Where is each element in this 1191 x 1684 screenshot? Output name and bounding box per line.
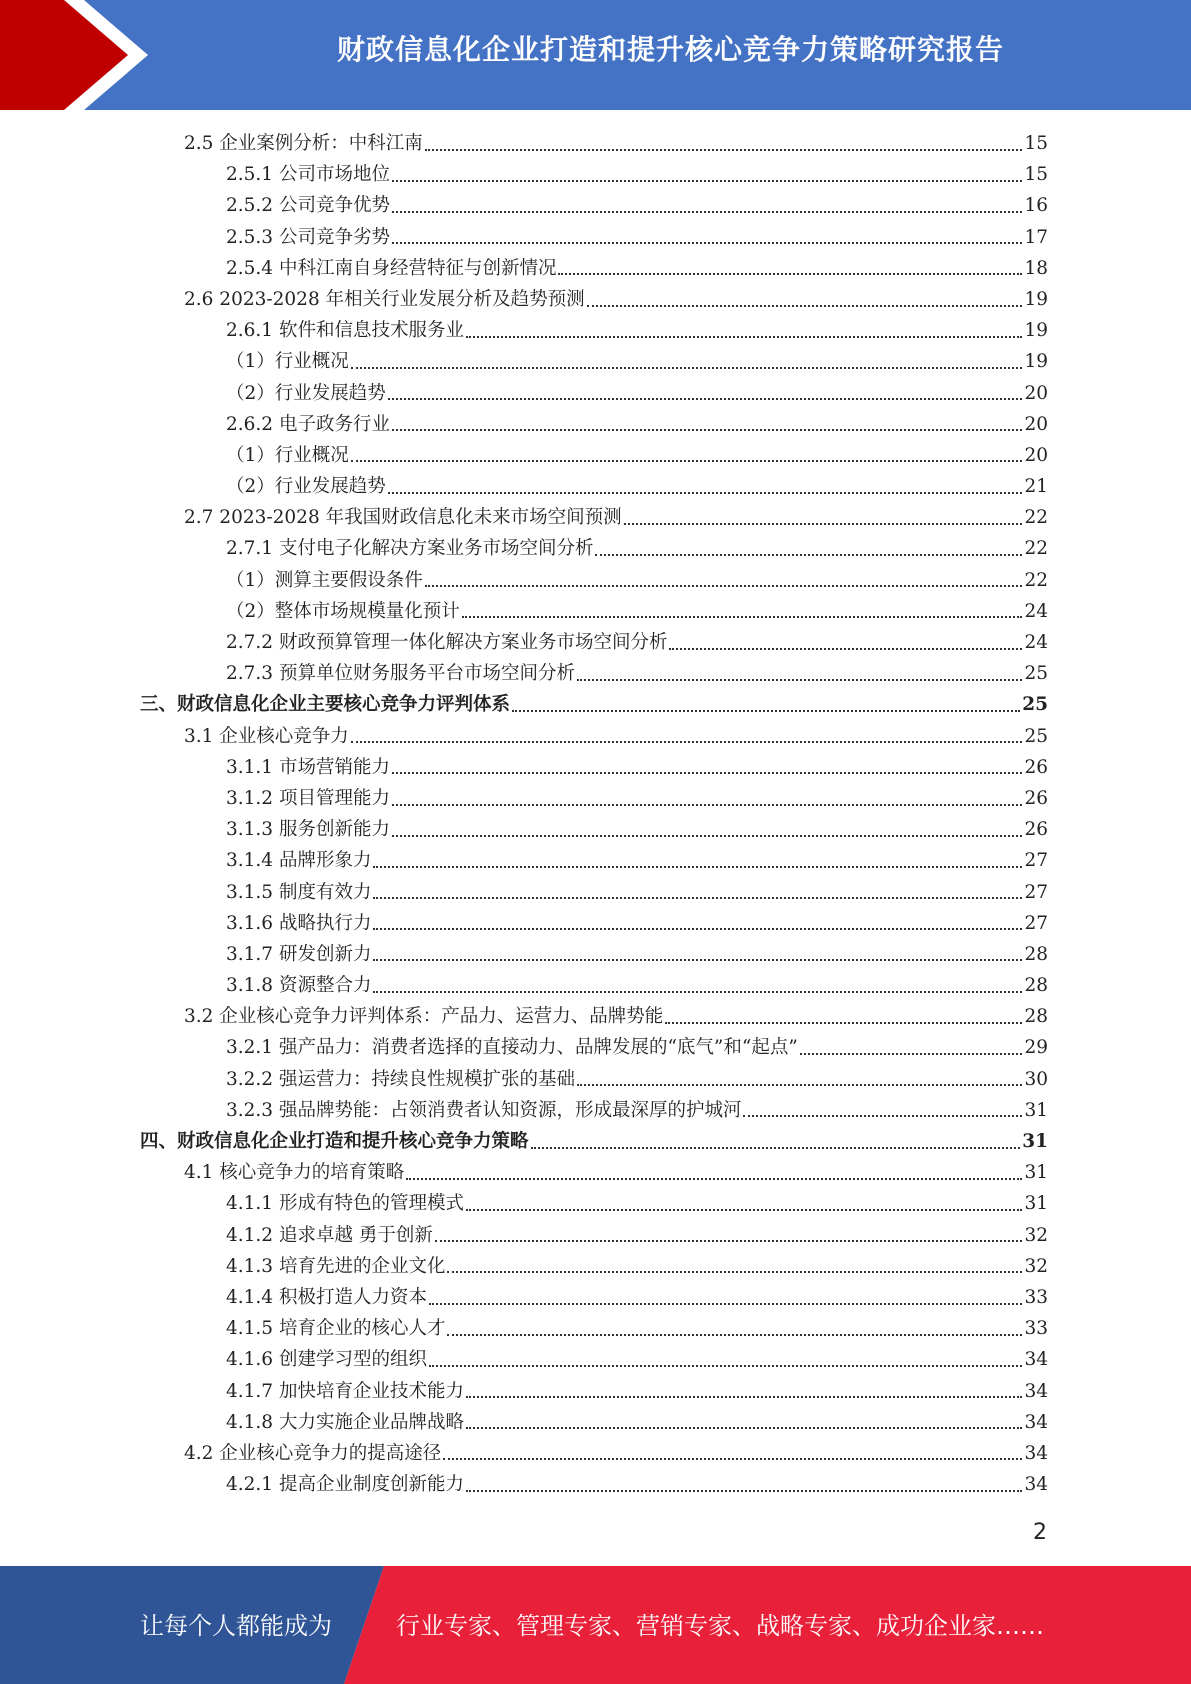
toc-entry-label: 4.1.3 培育先进的企业文化 (226, 1255, 446, 1277)
toc-dot-leader (351, 367, 1023, 369)
toc-dot-leader (531, 1147, 1021, 1149)
toc-entry-page: 26 (1024, 819, 1048, 841)
toc-dot-leader (373, 897, 1022, 899)
toc-dot-leader (392, 804, 1022, 806)
toc-entry-page: 25 (1024, 663, 1048, 685)
toc-entry-label: 3.1.7 研发创新力 (226, 943, 372, 965)
toc-entry-page: 18 (1024, 257, 1048, 279)
toc-entry[interactable] (140, 1126, 1048, 1157)
toc-dot-leader (466, 1427, 1022, 1429)
toc-entry-page: 34 (1024, 1411, 1048, 1433)
toc-dot-leader (373, 928, 1022, 930)
toc-entry-label: 3.1.1 市场营销能力 (226, 756, 390, 778)
toc-entry[interactable] (140, 1064, 1048, 1095)
toc-entry-label: 4.1.6 创建学习型的组织 (226, 1349, 427, 1371)
toc-entry-page: 34 (1024, 1474, 1048, 1496)
toc-entry-label: （1）行业概况 (226, 444, 349, 466)
toc-entry-page: 29 (1024, 1037, 1048, 1059)
toc-dot-leader (743, 1115, 1022, 1117)
toc-entry[interactable] (140, 346, 1048, 377)
toc-entry[interactable] (140, 1407, 1048, 1438)
toc-entry[interactable] (140, 627, 1048, 658)
toc-entry-label: 四、财政信息化企业打造和提升核心竞争力策略 (140, 1131, 529, 1152)
toc-entry[interactable] (140, 222, 1048, 253)
toc-entry-page: 24 (1024, 632, 1048, 653)
toc-dot-leader (429, 1365, 1022, 1367)
toc-dot-leader (392, 211, 1022, 213)
toc-dot-leader (373, 991, 1022, 993)
footer-slogan-left: 让每个人都能成为 (140, 1612, 332, 1640)
toc-entry-page: 15 (1024, 164, 1048, 186)
toc-entry[interactable] (140, 596, 1048, 627)
toc-entry[interactable] (140, 783, 1048, 814)
toc-entry[interactable] (140, 908, 1048, 939)
toc-entry-label: 3.2.3 强品牌势能：占领消费者认知资源，形成最深厚的护城河 (226, 1099, 742, 1121)
toc-dot-leader (351, 741, 1023, 743)
toc-entry[interactable] (140, 1313, 1048, 1344)
page-header (0, 0, 1191, 110)
toc-entry-label: 2.7.2 财政预算管理一体化解决方案业务市场空间分析 (226, 632, 668, 653)
table-of-contents (140, 128, 1048, 1500)
toc-dot-leader (373, 959, 1022, 961)
toc-entry-page: 24 (1024, 600, 1048, 622)
toc-entry-page: 34 (1024, 1349, 1048, 1371)
toc-entry[interactable] (140, 1220, 1048, 1251)
toc-entry[interactable] (140, 1188, 1048, 1219)
toc-dot-leader (466, 336, 1022, 338)
toc-entry-label: 3.2.2 强运营力：持续良性规模扩张的基础 (226, 1068, 575, 1090)
toc-dot-leader (577, 679, 1022, 681)
toc-entry-label: （1）测算主要假设条件 (226, 569, 423, 591)
toc-entry-page: 22 (1024, 569, 1048, 591)
toc-entry-page: 19 (1024, 320, 1048, 342)
toc-entry[interactable] (140, 752, 1048, 783)
toc-entry[interactable] (140, 658, 1048, 689)
toc-entry-page: 31 (1022, 1131, 1048, 1152)
toc-entry[interactable] (140, 471, 1048, 502)
toc-entry-page: 30 (1024, 1068, 1048, 1090)
toc-entry-page: 21 (1024, 476, 1048, 498)
toc-entry-page: 26 (1024, 787, 1048, 809)
toc-entry-page: 20 (1024, 413, 1048, 435)
toc-entry-label: 2.5.3 公司竞争劣势 (226, 226, 390, 248)
toc-entry-page: 22 (1024, 507, 1048, 529)
toc-entry[interactable] (140, 689, 1048, 720)
toc-dot-leader (512, 710, 1020, 712)
toc-dot-leader (392, 429, 1022, 431)
toc-dot-leader (425, 149, 1023, 151)
toc-entry-label: 2.5.1 公司市场地位 (226, 164, 390, 186)
toc-entry-label: （2）行业发展趋势 (226, 382, 386, 404)
toc-entry[interactable] (140, 159, 1048, 190)
toc-dot-leader (388, 492, 1023, 494)
toc-entry[interactable] (140, 1344, 1048, 1375)
toc-entry[interactable] (140, 440, 1048, 471)
toc-entry-label: 2.6.1 软件和信息技术服务业 (226, 320, 464, 342)
toc-entry-label: 4.1.4 积极打造人力资本 (226, 1286, 427, 1308)
toc-dot-leader (388, 398, 1023, 400)
toc-entry-page: 28 (1024, 975, 1048, 997)
toc-entry-page: 20 (1024, 444, 1048, 466)
toc-entry-label: （1）行业概况 (226, 351, 349, 373)
page-number: 2 (1033, 1520, 1047, 1545)
toc-dot-leader (392, 835, 1022, 837)
toc-dot-leader (429, 1303, 1022, 1305)
toc-entry-page: 32 (1024, 1224, 1048, 1246)
toc-entry-page: 27 (1024, 881, 1048, 903)
toc-entry-page: 28 (1024, 943, 1048, 965)
toc-entry-label: 4.2 企业核心竞争力的提高途径 (184, 1442, 442, 1464)
toc-dot-leader (447, 1334, 1022, 1336)
toc-dot-leader (351, 460, 1023, 462)
toc-entry-label: 3.1.6 战略执行力 (226, 912, 372, 934)
toc-entry-label: 3.1.3 服务创新能力 (226, 819, 390, 841)
toc-entry[interactable] (140, 970, 1048, 1001)
toc-entry-page: 25 (1022, 694, 1048, 716)
toc-entry-label: 4.1.5 培育企业的核心人才 (226, 1318, 446, 1340)
toc-entry[interactable] (140, 721, 1048, 752)
toc-entry-page: 33 (1024, 1286, 1048, 1308)
toc-entry-label: 2.7 2023-2028 年我国财政信息化未来市场空间预测 (184, 507, 622, 529)
toc-dot-leader (577, 1084, 1022, 1086)
toc-dot-leader (624, 523, 1023, 525)
toc-dot-leader (435, 1240, 1023, 1242)
toc-entry-page: 27 (1024, 912, 1048, 934)
toc-entry-label: 3.1.2 项目管理能力 (226, 787, 390, 809)
toc-entry-page: 27 (1024, 850, 1048, 872)
toc-dot-leader (392, 772, 1022, 774)
toc-dot-leader (466, 1490, 1022, 1492)
toc-entry-page: 31 (1024, 1162, 1048, 1184)
toc-entry-page: 34 (1024, 1380, 1048, 1402)
toc-entry[interactable] (140, 1251, 1048, 1282)
toc-entry[interactable] (140, 315, 1048, 346)
toc-dot-leader (800, 1053, 1023, 1055)
toc-entry[interactable] (140, 1282, 1048, 1313)
toc-entry-label: 2.5 企业案例分析：中科江南 (184, 133, 423, 154)
toc-entry-label: （2）行业发展趋势 (226, 476, 386, 498)
toc-entry[interactable] (140, 814, 1048, 845)
toc-entry[interactable] (140, 1438, 1048, 1469)
toc-entry-page: 34 (1024, 1442, 1048, 1464)
toc-entry-label: 2.7.3 预算单位财务服务平台市场空间分析 (226, 663, 575, 685)
toc-entry[interactable] (140, 533, 1048, 564)
toc-entry-page: 15 (1024, 133, 1048, 154)
toc-entry-page: 33 (1024, 1318, 1048, 1340)
toc-dot-leader (587, 305, 1023, 307)
toc-dot-leader (373, 866, 1022, 868)
toc-dot-leader (392, 180, 1022, 182)
document-title: 财政信息化企业打造和提升核心竞争力策略研究报告 (336, 33, 1004, 66)
toc-entry-page: 19 (1024, 288, 1048, 310)
toc-entry-label: 3.1.4 品牌形象力 (226, 850, 372, 872)
toc-entry[interactable] (140, 284, 1048, 315)
toc-entry-label: 4.1.2 追求卓越 勇于创新 (226, 1224, 433, 1246)
toc-entry-page: 17 (1024, 226, 1048, 248)
toc-entry-label: 4.1.1 形成有特色的管理模式 (226, 1193, 464, 1215)
toc-entry-label: 2.6 2023-2028 年相关行业发展分析及趋势预测 (184, 288, 585, 310)
toc-dot-leader (462, 616, 1023, 618)
toc-entry-page: 16 (1024, 195, 1048, 217)
toc-entry-page: 31 (1024, 1099, 1048, 1121)
toc-entry[interactable] (140, 1032, 1048, 1063)
toc-entry[interactable] (140, 1469, 1048, 1500)
toc-entry[interactable] (140, 1376, 1048, 1407)
toc-entry-label: 3.1.8 资源整合力 (226, 975, 372, 997)
toc-entry-page: 22 (1024, 538, 1048, 560)
toc-entry-page: 28 (1024, 1006, 1048, 1028)
toc-entry-page: 31 (1024, 1193, 1048, 1215)
toc-entry-label: 3.2 企业核心竞争力评判体系：产品力、运营力、品牌势能 (184, 1006, 664, 1028)
toc-entry-page: 26 (1024, 756, 1048, 778)
toc-entry-label: （2）整体市场规模量化预计 (226, 600, 460, 622)
toc-entry[interactable] (140, 877, 1048, 908)
toc-dot-leader (466, 1396, 1022, 1398)
toc-entry[interactable] (140, 1157, 1048, 1188)
toc-dot-leader (392, 242, 1022, 244)
toc-entry-label: 2.5.4 中科江南自身经营特征与创新情况 (226, 257, 557, 279)
toc-entry-label: 2.5.2 公司竞争优势 (226, 195, 390, 217)
header-chevron-decoration (0, 0, 160, 110)
toc-entry[interactable] (140, 253, 1048, 284)
toc-entry-label: 三、财政信息化企业主要核心竞争力评判体系 (140, 694, 511, 716)
toc-dot-leader (595, 554, 1022, 556)
toc-entry-label: 2.7.1 支付电子化解决方案业务市场空间分析 (226, 538, 594, 560)
toc-entry-label: 3.1 企业核心竞争力 (184, 725, 349, 747)
toc-dot-leader (447, 1271, 1022, 1273)
toc-entry[interactable] (140, 409, 1048, 440)
toc-dot-leader (665, 1022, 1022, 1024)
toc-entry-page: 19 (1024, 351, 1048, 373)
toc-entry-label: 4.1 核心竞争力的培育策略 (184, 1162, 405, 1184)
toc-entry-label: 4.2.1 提高企业制度创新能力 (226, 1474, 464, 1496)
footer-slogan-right: 行业专家、管理专家、营销专家、战略专家、成功企业家…… (396, 1612, 1044, 1640)
toc-entry-label: 3.2.1 强产品力：消费者选择的直接动力、品牌发展的“底气”和“起点” (226, 1037, 798, 1059)
toc-entry[interactable] (140, 128, 1048, 159)
toc-entry-label: 4.1.7 加快培育企业技术能力 (226, 1380, 464, 1402)
toc-entry[interactable] (140, 565, 1048, 596)
toc-entry-label: 2.6.2 电子政务行业 (226, 413, 390, 435)
toc-entry[interactable] (140, 939, 1048, 970)
toc-dot-leader (558, 273, 1022, 275)
toc-entry-page: 32 (1024, 1255, 1048, 1277)
page-footer (0, 1566, 1191, 1684)
toc-entry[interactable] (140, 845, 1048, 876)
toc-dot-leader (443, 1458, 1022, 1460)
toc-dot-leader (425, 585, 1023, 587)
toc-entry[interactable] (140, 502, 1048, 533)
toc-entry-label: 4.1.8 大力实施企业品牌战略 (226, 1411, 464, 1433)
toc-entry[interactable] (140, 190, 1048, 221)
toc-entry[interactable] (140, 378, 1048, 409)
toc-dot-leader (669, 648, 1022, 650)
toc-entry-page: 20 (1024, 382, 1048, 404)
toc-entry[interactable] (140, 1095, 1048, 1126)
toc-dot-leader (466, 1209, 1022, 1211)
toc-dot-leader (406, 1178, 1022, 1180)
toc-entry[interactable] (140, 1001, 1048, 1032)
toc-entry-page: 25 (1024, 725, 1048, 747)
toc-entry-label: 3.1.5 制度有效力 (226, 881, 372, 903)
